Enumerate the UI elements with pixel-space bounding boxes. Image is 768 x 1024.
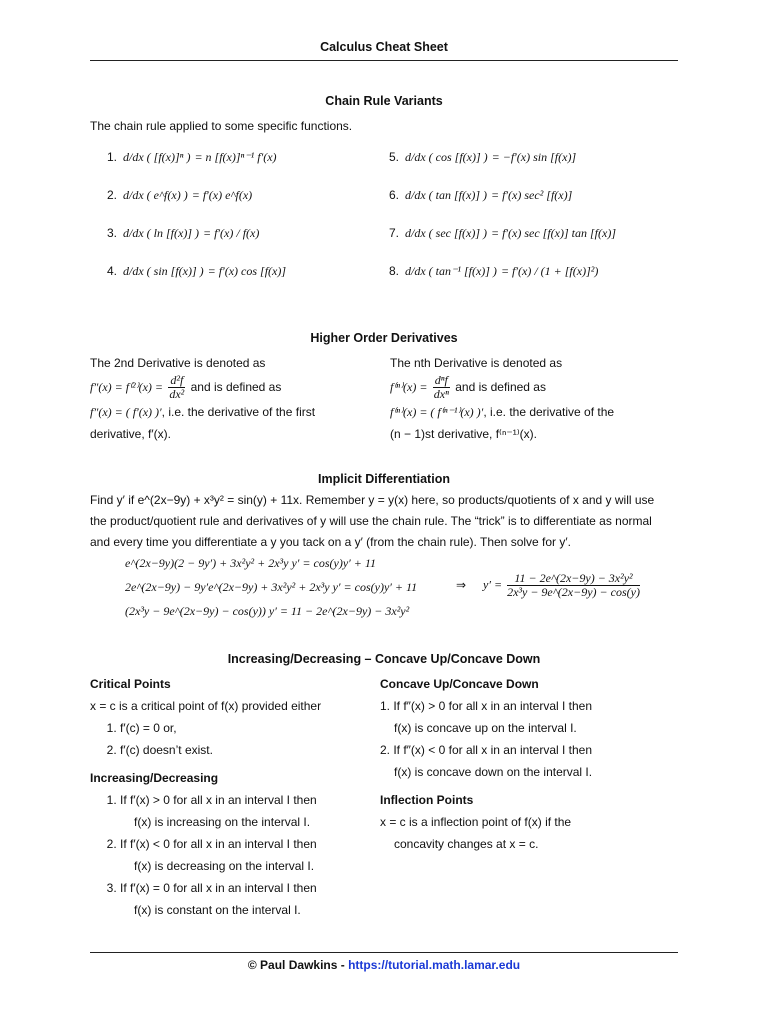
right-column (380, 673, 680, 855)
implicit-p3: and every time you differentiate a y you tack on a y′ (from the chain rule). Then solve for y′. (90, 535, 571, 549)
y-prime-lhs: y′ = (483, 577, 503, 592)
implicit-paragraph (90, 490, 678, 553)
higher-order-heading: Higher Order Derivatives (310, 331, 458, 345)
concave-heading: Concave Up/Concave Down (380, 677, 539, 691)
implicit-eq-1: e^(2x−9y)(2 − 9y′) + 3x²y² + 2x³y y′ = cos(y)y′ + 11 (125, 556, 376, 570)
nth-derivative-l4: (n − 1)st derivative, f⁽ⁿ⁻¹⁾(x). (390, 427, 537, 442)
nth-derivative-def-text: , i.e. the derivative of the (483, 405, 615, 420)
implicit-heading: Implicit Differentiation (318, 472, 450, 486)
critical-points-intro: x = c is a critical point of f(x) provided either (90, 699, 322, 713)
chain-rule-rhs: = f′(x) cos [f(x)] (207, 264, 287, 278)
list-item: 2. f′(c) doesn’t exist. (120, 739, 380, 761)
chain-rule-number: 8. (389, 264, 400, 278)
chain-rule-lhs: d/dx ( sin [f(x)] ) (123, 264, 204, 278)
second-derivative-defined: and is defined as (190, 380, 282, 394)
chain-rule-item (389, 264, 598, 279)
chain-rule-item (107, 188, 252, 203)
y-prime-den: 2x³y − 9e^(2x−9y) − cos(y) (507, 585, 640, 599)
list-item: 1. f′(c) = 0 or, (120, 717, 380, 739)
incdec-heading: Increasing/Decreasing – Concave Up/Concave Down (227, 652, 541, 666)
footer (90, 952, 678, 972)
footer-link[interactable]: https://tutorial.math.lamar.edu (348, 958, 521, 972)
chain-rule-item (389, 188, 572, 203)
y-prime-num: 11 − 2e^(2x−9y) − 3x²y² (507, 572, 640, 586)
implies-arrow: ⇒ (456, 578, 467, 592)
second-derivative-den: dx² (169, 387, 185, 402)
list-item (120, 833, 380, 877)
second-derivative-l1: The 2nd Derivative is denoted as (90, 356, 266, 370)
left-column (90, 673, 380, 921)
chain-rule-lhs: d/dx ( tan [f(x)] ) (405, 188, 487, 202)
implicit-eq-3: (2x³y − 9e^(2x−9y) − cos(y)) y′ = 11 − 2e^(2x−9y) − 3x²y² (125, 604, 410, 618)
nth-derivative-den: dxⁿ (433, 387, 449, 402)
nth-derivative-def: f⁽ⁿ⁾(x) = ( f⁽ⁿ⁻¹⁾(x) )′ (390, 405, 484, 420)
implicit-p2: the product/quotient rule and derivatives of y will use the chain rule. The “trick” is to differentiate as normal (90, 514, 652, 528)
chain-rule-item (107, 264, 286, 279)
chain-rule-lhs: d/dx ( sec [f(x)] ) (405, 226, 487, 240)
chain-rule-number: 3. (107, 226, 118, 240)
list-item-line: f(x) is increasing on the interval I. (134, 815, 311, 829)
chain-rule-lhs: d/dx ( cos [f(x)] ) (405, 150, 488, 164)
incdec-list (90, 789, 380, 921)
concave-list (380, 695, 680, 783)
list-item-line: If f″(x) < 0 for all x in an interval I then (393, 743, 593, 757)
chain-rule-number: 7. (389, 226, 400, 240)
inflection-heading: Inflection Points (380, 793, 474, 807)
chain-rule-item (107, 150, 277, 165)
list-item (120, 877, 380, 921)
implicit-eq-2: 2e^(2x−9y) − 9y′e^(2x−9y) + 3x²y² + 2x³y y′ = cos(y)y′ + 11 (125, 580, 418, 594)
chain-rule-rhs: = n [f(x)]ⁿ⁻¹ f′(x) (194, 150, 277, 164)
y-prime-solution (483, 572, 642, 599)
chain-rule-item (107, 226, 259, 241)
chain-rule-number: 6. (389, 188, 400, 202)
nth-derivative-block (390, 352, 680, 445)
list-item-line: If f′(x) = 0 for all x in an interval I then (120, 881, 317, 895)
list-item (380, 695, 680, 739)
second-derivative-notation: f″(x) = f⁽²⁾(x) = (90, 380, 163, 394)
list-item-line: f(x) is concave down on the interval I. (394, 765, 593, 779)
critical-points-list (90, 717, 380, 761)
second-derivative-def-text: , i.e. the derivative of the first (161, 405, 316, 420)
nth-derivative-notation: f⁽ⁿ⁾(x) = (390, 380, 428, 394)
critical-points-heading: Critical Points (90, 677, 171, 691)
second-derivative-l4: derivative, f′(x). (90, 427, 171, 442)
list-item-line: f(x) is concave up on the interval I. (394, 721, 577, 735)
inflection-text-b: concavity changes at x = c. (394, 837, 539, 851)
nth-derivative-num: dⁿf (434, 373, 448, 388)
chain-rule-item (389, 226, 616, 241)
chain-rule-lhs: d/dx ( ln [f(x)] ) (123, 226, 199, 240)
second-derivative-block (90, 352, 380, 445)
chain-rule-heading: Chain Rule Variants (325, 94, 443, 108)
nth-derivative-defined: and is defined as (455, 380, 546, 394)
list-item-line: f(x) is constant on the interval I. (134, 903, 301, 917)
chain-rule-lhs: d/dx ( e^f(x) ) (123, 188, 188, 202)
list-item (380, 739, 680, 783)
chain-rule-rhs: = f′(x) / (1 + [f(x)]²) (500, 264, 599, 278)
chain-rule-number: 1. (107, 150, 118, 164)
chain-rule-rhs: = f′(x) sec² [f(x)] (491, 188, 573, 202)
page-title: Calculus Cheat Sheet (90, 40, 678, 61)
footer-author: © Paul Dawkins - (247, 958, 349, 972)
chain-rule-intro: The chain rule applied to some specific functions. (90, 119, 353, 133)
implicit-p1: Find y′ if e^(2x−9y) + x³y² = sin(y) + 11x. Remember y = y(x) here, so products/quotients of x and y will use (90, 493, 655, 507)
list-item (120, 789, 380, 833)
chain-rule-rhs: = f′(x) e^f(x) (191, 188, 253, 202)
chain-rule-rhs: = −f′(x) sin [f(x)] (491, 150, 577, 164)
chain-rule-number: 2. (107, 188, 118, 202)
incdec-subheading: Increasing/Decreasing (90, 771, 219, 785)
list-item-line: If f′(x) < 0 for all x in an interval I then (120, 837, 317, 851)
chain-rule-number: 5. (389, 150, 400, 164)
list-item-line: If f′(x) > 0 for all x in an interval I then (120, 793, 317, 807)
list-item-line: f(x) is decreasing on the interval I. (134, 859, 315, 873)
chain-rule-lhs: d/dx ( [f(x)]ⁿ ) (123, 150, 191, 164)
inflection-text-a: x = c is a inflection point of f(x) if the (380, 815, 572, 829)
chain-rule-item (389, 150, 576, 165)
chain-rule-rhs: = f′(x) sec [f(x)] tan [f(x)] (490, 226, 616, 240)
chain-rule-number: 4. (107, 264, 118, 278)
chain-rule-rhs: = f′(x) / f(x) (203, 226, 260, 240)
chain-rule-lhs: d/dx ( tan⁻¹ [f(x)] ) (405, 264, 497, 278)
second-derivative-def: f″(x) = ( f′(x) )′ (90, 405, 162, 420)
nth-derivative-l1: The nth Derivative is denoted as (390, 356, 563, 370)
second-derivative-num: d²f (170, 373, 184, 388)
list-item-line: If f″(x) > 0 for all x in an interval I then (393, 699, 593, 713)
